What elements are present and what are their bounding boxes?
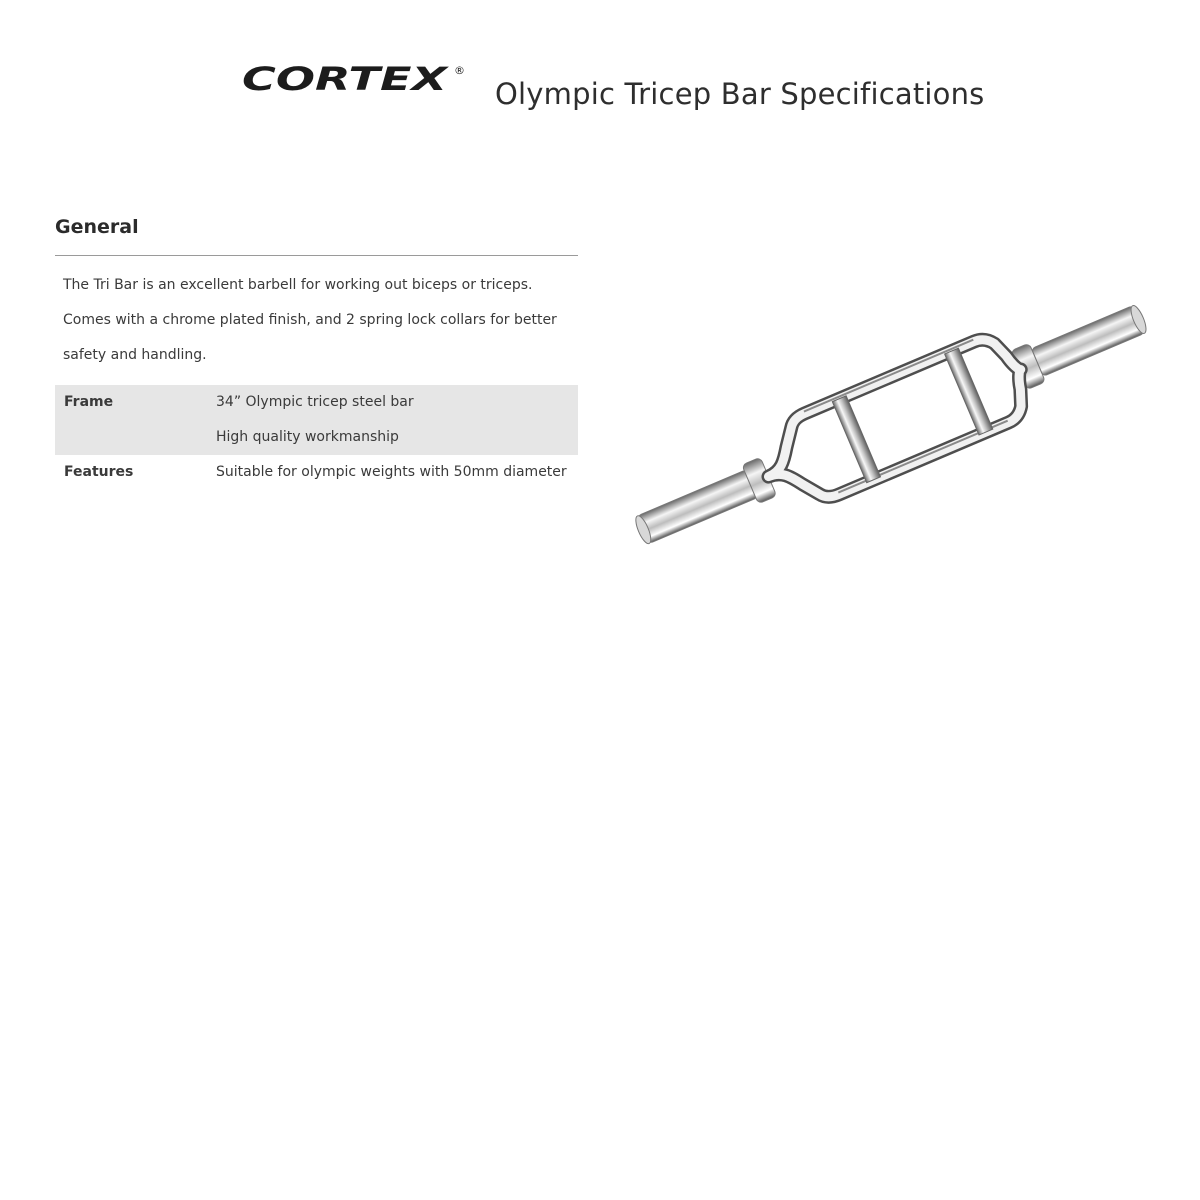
tricep-bar-icon [610,290,1170,560]
spec-value: High quality workmanship [216,429,399,445]
spec-values [216,385,578,455]
right-sleeve [1031,306,1144,377]
description [55,256,578,385]
page-title: Olympic Tricep Bar Specifications [495,77,985,112]
left-sleeve [637,470,757,544]
spec-row-features [55,455,578,490]
handle-right [945,348,993,435]
description-line: Comes with a chrome plated finish, and 2 spring lock collars for better [63,312,557,328]
spec-value: 34” Olympic tricep steel bar [216,394,414,410]
handle-left [832,396,880,483]
spec-label: Features [64,464,134,480]
spec-values [216,455,578,490]
brand-wordmark: CORTEX [242,60,449,94]
registered-mark: ® [454,64,465,77]
section-heading: General [55,212,578,256]
spec-row-frame [55,385,578,455]
spec-label: Frame [64,394,114,410]
spec-table [55,385,578,490]
description-line: The Tri Bar is an excellent barbell for working out biceps or triceps. [63,277,533,293]
description-line: safety and handling. [63,347,207,363]
general-section [55,212,578,490]
header [0,52,1200,112]
cortex-logo [240,60,470,94]
spec-value: Suitable for olympic weights with 50mm diameter [216,464,567,480]
